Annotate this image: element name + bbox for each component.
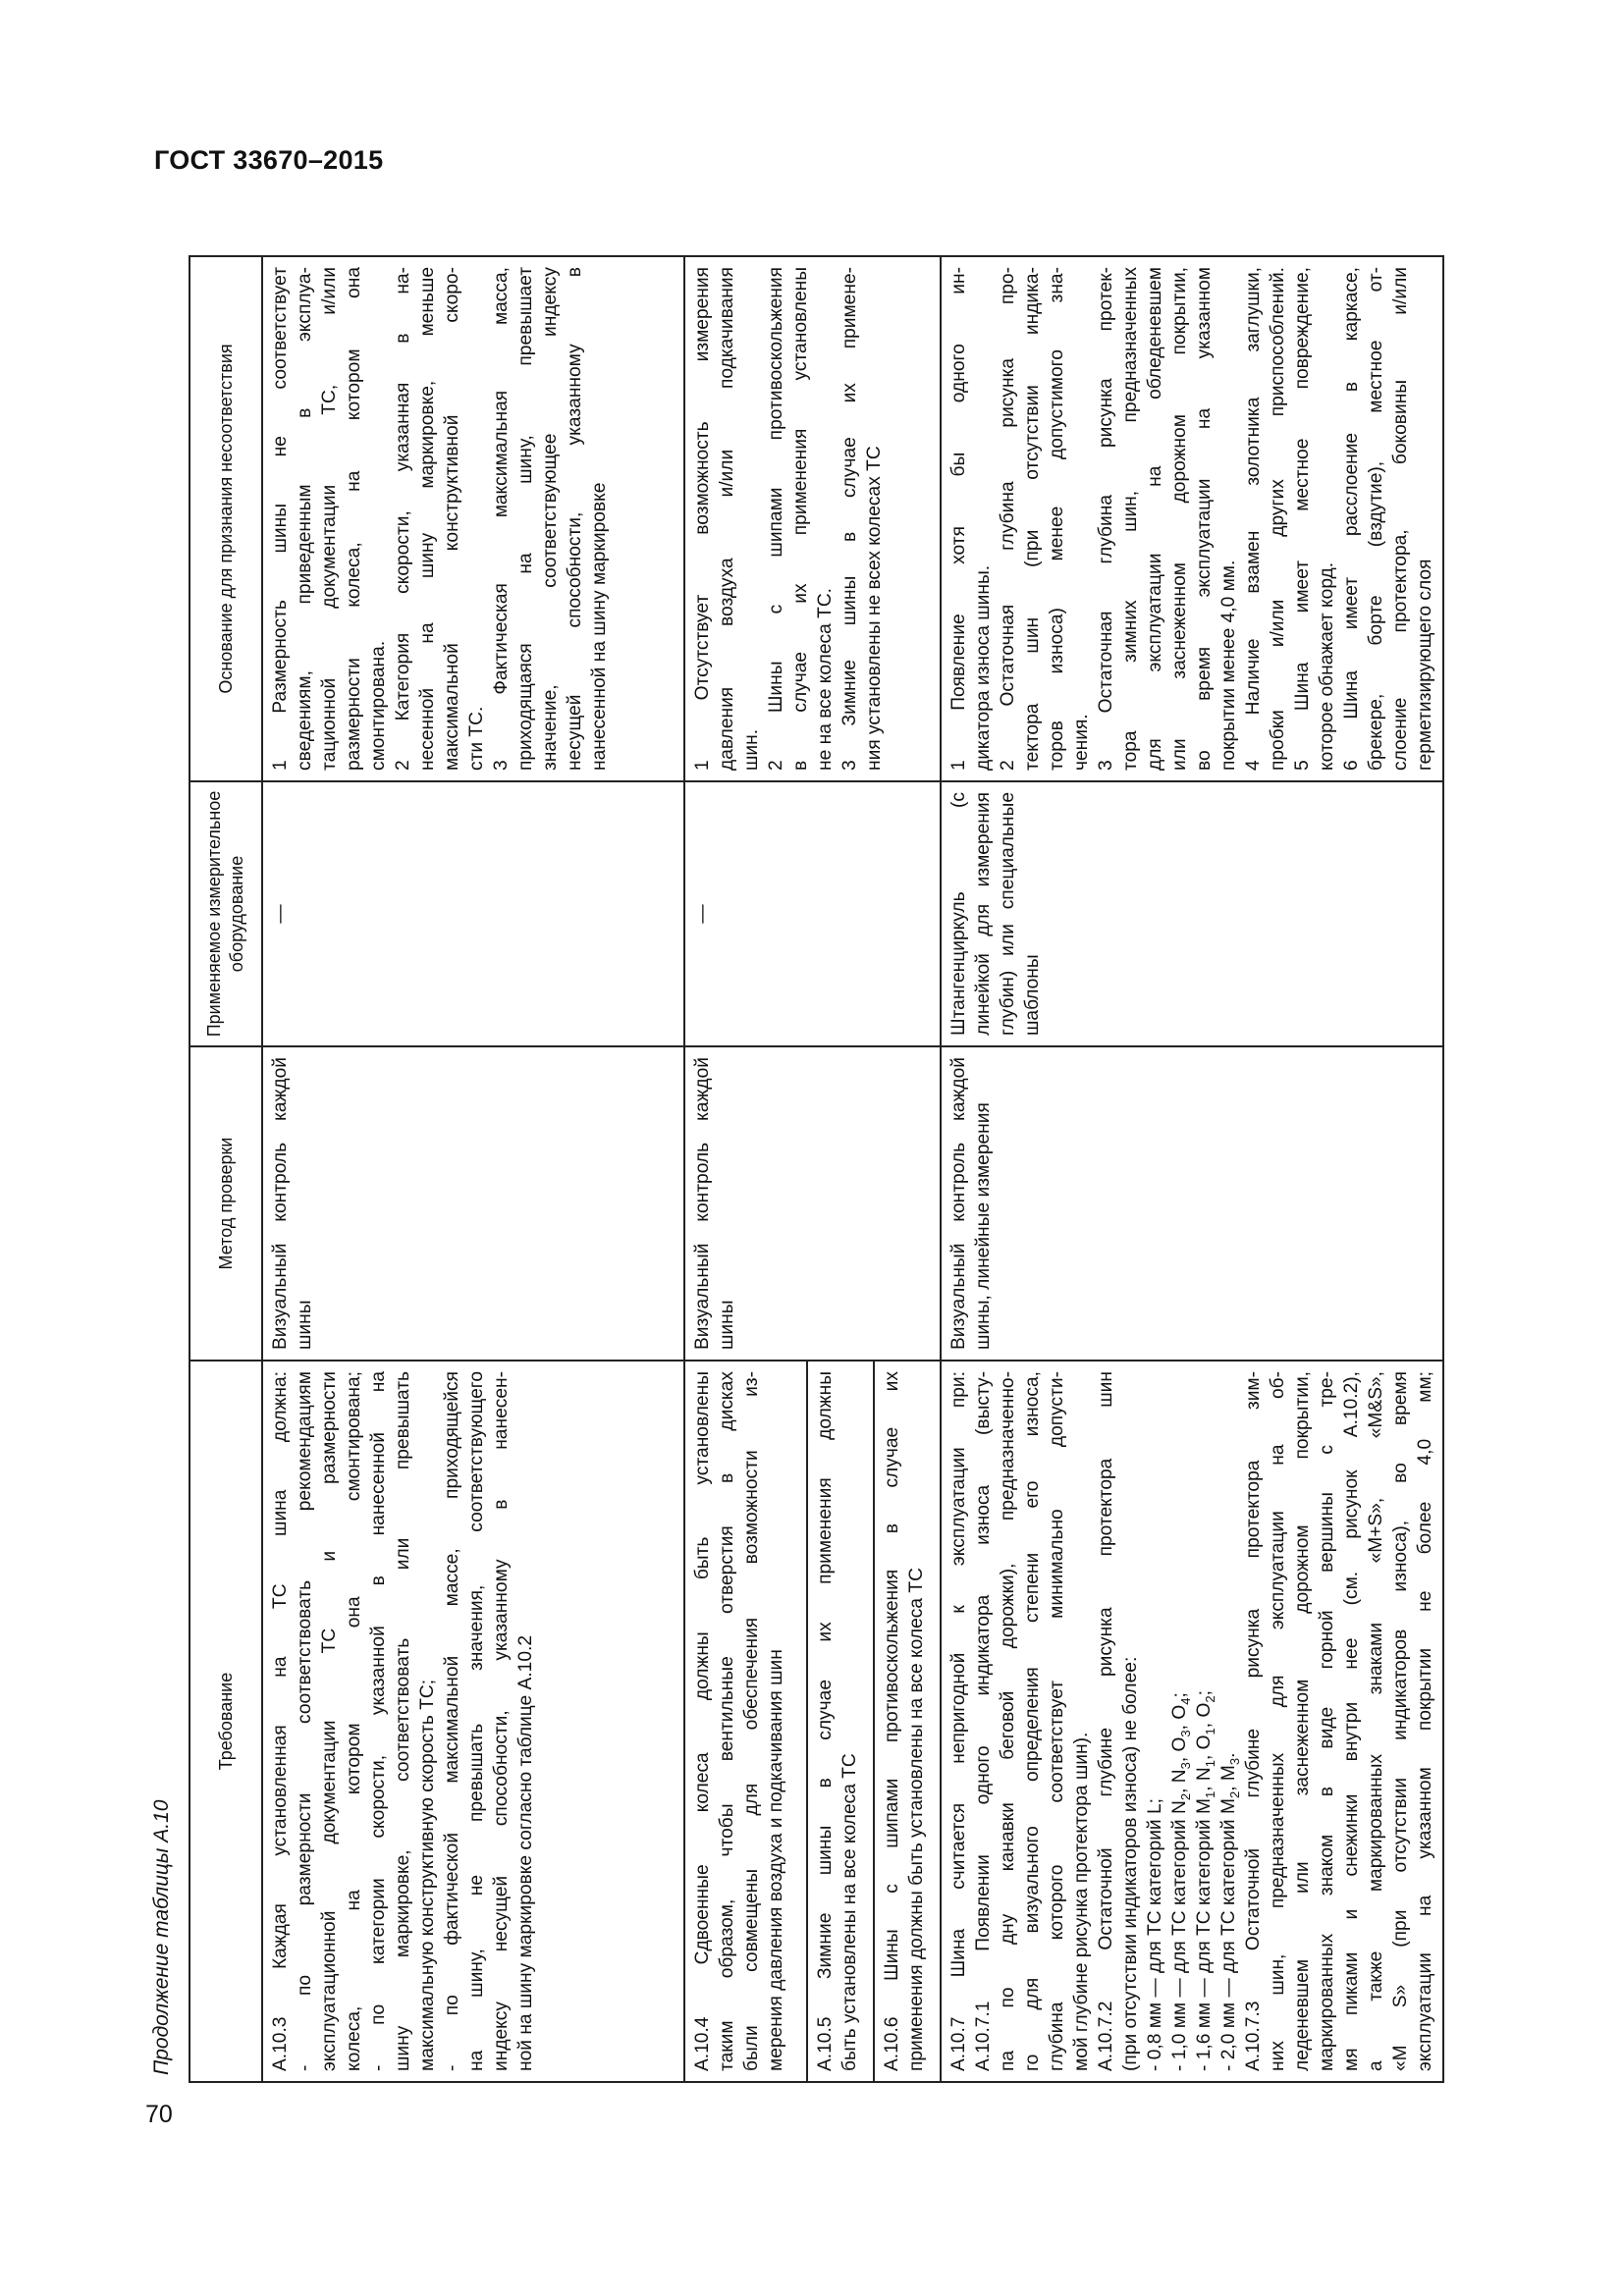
text-line: 2 Шины с шипами противоскольжения	[766, 267, 786, 771]
text-fragment: , N	[1169, 1769, 1190, 1793]
text-line: сти ТС.	[466, 706, 487, 771]
subscript: 1	[1202, 1728, 1217, 1735]
subscript: 2	[1177, 1792, 1193, 1801]
basis-cell	[262, 256, 684, 781]
text-line: А.10.7.1 Появлении одного индикатора износа (высту-	[973, 1371, 994, 2071]
text-line: герметизирующего слоя	[1415, 559, 1435, 771]
text-line: индексу несущей способности, указанному в нанесен-	[491, 1371, 512, 2071]
method-cell: Визуальный контроль каждой шины	[262, 1046, 684, 1361]
text-line: давления воздуха и/или подкачивания	[717, 267, 737, 771]
text-line: покрытии менее 4,0 мм.	[1218, 560, 1239, 771]
text-line: па по дну канавки беговой дорожки), предназначенно-	[998, 1371, 1018, 2071]
text-line: нанесенной на шину маркировке	[589, 482, 610, 771]
text-line: были совмещены для обеспечения возможности из-	[741, 1371, 762, 2071]
header-requirement: Требование	[189, 1361, 262, 2082]
text-line: которое обнажает корд.	[1317, 561, 1337, 771]
equipment-cell: —	[684, 781, 941, 1046]
text-line: 2 Остаточная глубина рисунка про-	[998, 267, 1018, 771]
text-line: тектора шин (при отсутствии индика-	[1022, 267, 1043, 771]
text-line: шину маркировке, соответствовать или превышать	[393, 1371, 413, 2071]
category-line	[1167, 1371, 1192, 2071]
text-line: - по категории скорости, указанной в нанесенной на	[368, 1371, 389, 2071]
category-line	[1192, 1371, 1217, 2071]
text-fragment: , O	[1169, 1736, 1190, 1763]
header-method: Метод проверки	[189, 1046, 262, 1361]
text-line: 3 Зимние шины в случае их примене-	[839, 267, 860, 771]
text-line: 5 Шина имеет местное повреждение,	[1292, 267, 1313, 771]
text-line: ния установлены не всех колесах ТС	[864, 446, 885, 771]
text-line: го для визуального определения степени его износа,	[1022, 1371, 1043, 2071]
text-line: торов износа) менее допустимого зна-	[1047, 267, 1067, 771]
text-line: максимальной конструктивной скоро-	[442, 267, 462, 771]
text-fragment: - 1,6 мм — для ТС категорий M	[1194, 1798, 1215, 2071]
subscript: 3	[1177, 1730, 1193, 1737]
text-line: брекере, борте (вздутие), местное от-	[1366, 267, 1386, 771]
text-line: (при отсутствии индикаторов износа) не более:	[1120, 1656, 1141, 2071]
text-line: 1 Отсутствует возможность измерения	[692, 267, 713, 771]
text-line: не на все колеса ТС.	[815, 587, 836, 771]
page-number: 70	[145, 2101, 173, 2128]
text-line: эксплуатации на указанном покрытии не более 4,0 мм;	[1415, 1371, 1435, 2071]
text-fragment: - 1,0 мм — для ТС категорий N	[1169, 1800, 1190, 2071]
text-line: А.10.7.2 Остаточной глубине рисунка протектора шин	[1096, 1371, 1116, 2071]
text-line: глубина которого соответствует минимально допусти-	[1047, 1371, 1067, 2071]
text-line: «M S» (при отсутствии индикаторов износа), во время	[1390, 1371, 1411, 2071]
text-line: маркированных знаком в виде горной вершины с тре-	[1317, 1371, 1337, 2071]
requirement-cell	[941, 1361, 1443, 2082]
text-line: мя пиками и снежинки внутри нее (см. рисунок А.10.2),	[1341, 1371, 1362, 2071]
text-fragment: - 2,0 мм — для ТС категорий M	[1218, 1798, 1239, 2071]
subscript: 2	[1202, 1695, 1217, 1703]
subscript: 3	[1177, 1762, 1193, 1770]
text-line: таким образом, чтобы вентильные отверстия в дисках	[717, 1371, 737, 2071]
equipment-cell: —	[262, 781, 684, 1046]
text-line: ной на шину маркировке согласно таблице А.10.2	[515, 1635, 536, 2071]
text-line: 1 Появление хотя бы одного ин-	[948, 267, 969, 771]
text-line: - 0,8 мм — для ТС категорий L;	[1145, 1798, 1165, 2071]
text-line: 3 Фактическая максимальная масса,	[491, 267, 512, 771]
requirements-table	[189, 255, 1444, 2083]
requirement-cell	[807, 1361, 874, 2082]
text-fragment: , O	[1194, 1702, 1215, 1729]
text-fragment: .	[1218, 1752, 1239, 1758]
text-line: во время эксплуатации на указанном	[1194, 267, 1215, 771]
text-line: А.10.7 Шина считается непригодной к эксплуатации при:	[948, 1371, 969, 2071]
text-line: тора зимних шин, предназначенных	[1120, 267, 1141, 771]
text-fragment: ;	[1194, 1690, 1215, 1696]
text-line: 3 Остаточная глубина рисунка протек-	[1096, 267, 1116, 771]
category-line	[1217, 1371, 1241, 2071]
subscript: 3	[1226, 1757, 1242, 1766]
table-row	[262, 256, 684, 2082]
text-line: эксплуатационной документации ТС и размерности	[319, 1371, 340, 2071]
text-line: несущей способности, указанному в	[565, 267, 585, 771]
text-line: мерения давления воздуха и подкачивания шин	[766, 1649, 786, 2071]
text-line: леденевшем или заснеженном дорожном покрытии,	[1292, 1371, 1313, 2071]
text-line: несенной на шину маркировке, меньше	[417, 267, 438, 771]
text-line: 2 Категория скорости, указанная в на-	[393, 267, 413, 771]
text-fragment: , O	[1169, 1704, 1190, 1731]
subscript: 1	[1202, 1760, 1217, 1768]
table-row	[941, 256, 1443, 2082]
text-line: пробки и/или других приспособлений.	[1268, 267, 1288, 771]
text-line: А.10.6 Шины с шипами противоскольжения в случае их	[882, 1371, 902, 2071]
header-basis: Основание для признания несоответствия	[189, 256, 262, 781]
text-line: колеса, на котором она смонтирована;	[344, 1371, 364, 2071]
text-line: А.10.3 Каждая установленная на ТС шина должна:	[270, 1371, 291, 2071]
text-line: шин.	[741, 728, 762, 771]
text-line: чения.	[1071, 714, 1092, 771]
text-line: для эксплуатации на обледеневшем	[1145, 267, 1165, 771]
text-line: них шин, предназначенных для эксплуатации на об-	[1268, 1371, 1288, 2071]
equipment-cell: Штангенциркуль (с линейкой для измерения глубин) или специальные шаблоны	[941, 781, 1443, 1046]
text-line: А.10.4 Сдвоенные колеса должны быть установлены	[692, 1371, 713, 2071]
requirement-cell	[262, 1361, 684, 2082]
text-line: приходящаяся на шину, превышает	[515, 267, 536, 771]
text-line: размерности колеса, на котором она	[344, 267, 364, 771]
text-line: быть установлены на все колеса ТС	[839, 1753, 860, 2071]
method-cell: Визуальный контроль каждой шины, линейные измерения	[941, 1046, 1443, 1361]
subscript: 2	[1226, 1790, 1242, 1799]
text-line: в случае их применения установлены	[790, 267, 811, 771]
text-line: тационной документации ТС, и/или	[319, 267, 340, 771]
table-header-row	[189, 256, 262, 2082]
text-fragment: , O	[1194, 1735, 1215, 1761]
text-fragment: ;	[1169, 1692, 1190, 1698]
text-line: дикатора износа шины.	[973, 564, 994, 771]
text-line: 4 Наличие взамен золотника заглушки,	[1243, 267, 1264, 771]
basis-cell	[684, 256, 941, 781]
basis-cell	[941, 256, 1443, 781]
subscript: 1	[1202, 1790, 1217, 1799]
text-line: 6 Шина имеет расслоение в каркасе,	[1341, 267, 1362, 771]
text-line: максимальную конструктивную скорость ТС;	[417, 1679, 438, 2071]
method-cell: Визуальный контроль каждой шины	[684, 1046, 941, 1361]
text-fragment: , N	[1194, 1767, 1215, 1791]
text-line: смонтирована.	[368, 640, 389, 771]
text-line: - по фактической максимальной массе, приходящейся	[442, 1371, 462, 2071]
text-line: А.10.7.3 Остаточной глубине рисунка протектора зим-	[1243, 1371, 1264, 2071]
rotated-table-area	[147, 188, 1483, 2083]
text-line: мой глубине рисунка протектора шин).	[1071, 1732, 1092, 2071]
text-line: - по размерности соответствовать рекомендациям	[295, 1371, 315, 2071]
text-line: слоение протектора, боковины и/или	[1390, 267, 1411, 771]
subscript: 4	[1177, 1697, 1193, 1705]
table-row	[684, 256, 807, 2082]
text-line: А.10.5 Зимние шины в случае их применения должны	[815, 1371, 836, 2071]
text-line: применения должны быть установлены на все колеса ТС	[906, 1568, 927, 2071]
page-header: ГОСТ 33670–2015	[154, 145, 384, 175]
requirement-cell	[874, 1361, 941, 2082]
text-line: сведениям, приведенным в эксплуа-	[295, 267, 315, 771]
header-equipment: Применяемое измерительное оборудование	[189, 781, 262, 1046]
text-line: значение, соответствующее индексу	[540, 267, 561, 771]
text-line: на шину, не превышать значения, соответствующего	[466, 1371, 487, 2071]
text-line: или заснеженном дорожном покрытии,	[1169, 267, 1190, 771]
table-caption: Продолжение таблицы А.10	[150, 1799, 173, 2075]
text-line: а также маркированных знаками «M+S», «M&S»,	[1366, 1371, 1386, 2071]
text-line: 1 Размерность шины не соответствует	[270, 267, 291, 771]
text-fragment: , M	[1218, 1765, 1239, 1791]
requirement-cell	[684, 1361, 807, 2082]
